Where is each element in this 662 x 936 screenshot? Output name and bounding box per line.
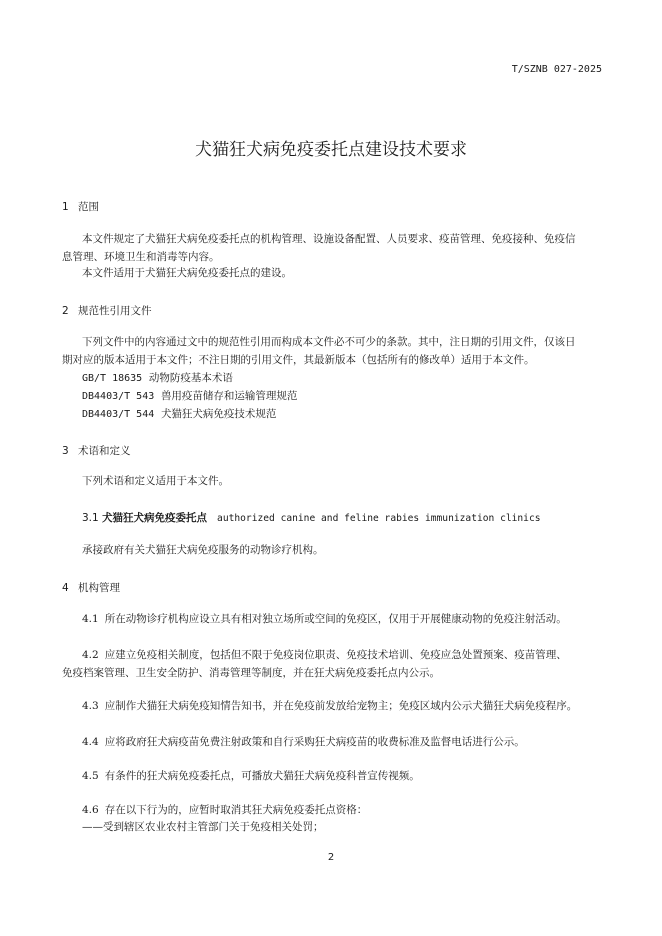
clause-4-6	[82, 801, 367, 819]
clause-4-5	[82, 767, 420, 785]
term-definition: 承接政府有关犬猫狂犬病免疫服务的动物诊疗机构。	[82, 544, 324, 556]
section-3-heading	[62, 443, 131, 458]
section-title: 范围	[78, 201, 99, 213]
reference-item	[82, 387, 297, 406]
page-number: 2	[327, 852, 335, 863]
reference-name: 动物防疫基本术语	[148, 372, 233, 384]
reference-name: 犬猫狂犬病免疫技术规范	[160, 408, 277, 420]
page-title: 犬猫狂犬病免疫委托点建设技术要求	[195, 140, 467, 160]
paragraph-line: 下列术语和定义适用于本文件。	[82, 475, 229, 487]
section-1-heading	[62, 199, 99, 214]
paragraph-line: 息管理、环境卫生和消毒等内容。	[62, 251, 220, 263]
clause-text: 存在以下行为的，应暂时取消其狂犬病免疫委托点资格：	[104, 804, 368, 816]
reference-code: DB4403/T 544	[82, 409, 155, 420]
term-number: 3.1	[82, 512, 99, 524]
section-number: 4	[62, 582, 69, 594]
clause-text: 应将政府狂犬病疫苗免费注射政策和自行采购狂犬病疫苗的收费标准及监督电话进行公示。	[104, 736, 525, 748]
term-english: authorized canine and feline rabies immunization clinics	[217, 513, 541, 524]
clause-4-1	[82, 610, 567, 628]
term-chinese: 犬猫狂犬病免疫委托点	[102, 512, 208, 524]
paragraph-line: 期对应的版本适用于本文件；不注日期的引用文件，其最新版本（包括所有的修改单）适用于本文件。	[62, 354, 535, 366]
clause-text: 所在动物诊疗机构应设立具有相对独立场所或空间的免疫区，仅用于开展健康动物的免疫注射活动。	[104, 613, 567, 625]
section-number: 2	[62, 305, 69, 317]
clause-4-4	[82, 733, 525, 751]
section-4-heading	[62, 580, 120, 595]
reference-code: GB/T 18635	[82, 373, 143, 384]
reference-code: DB4403/T 543	[82, 391, 155, 402]
document-code: T/SZNB 027-2025	[511, 64, 602, 75]
paragraph-line: 下列文件中的内容通过文中的规范性引用而构成本文件必不可少的条款。其中，注日期的引用文件，仅该日	[82, 336, 576, 348]
clause-text: 应建立免疫相关制度，包括但不限于免疫岗位职责、免疫技术培训、免疫应急处置预案、疫苗管理、	[104, 649, 567, 661]
clause-text: 应制作犬猫狂犬病免疫知情告知书，并在免疫前发放给宠物主；免疫区域内公示犬猫狂犬病免疫程序。	[104, 700, 578, 712]
section-number: 1	[62, 201, 69, 213]
section-2-heading	[62, 303, 152, 318]
section-number: 3	[62, 445, 69, 457]
term-entry	[82, 510, 541, 525]
clause-number: 4.4	[82, 736, 99, 748]
clause-text-continued: 免疫档案管理、卫生安全防护、消毒管理等制度，并在狂犬病免疫委托点内公示。	[62, 667, 440, 679]
reference-name: 兽用疫苗储存和运输管理规范	[160, 390, 298, 402]
clause-number: 4.2	[82, 649, 99, 661]
section-title: 规范性引用文件	[78, 305, 152, 317]
clause-4-3	[82, 697, 577, 715]
reference-item	[82, 405, 276, 424]
clause-number: 4.6	[82, 804, 99, 816]
section-title: 机构管理	[78, 582, 120, 594]
clause-list-item: ——受到辖区农业农村主管部门关于免疫相关处罚；	[82, 821, 324, 833]
paragraph-line: 本文件规定了犬猫狂犬病免疫委托点的机构管理、设施设备配置、人员要求、疫苗管理、免疫接种、免疫信	[82, 233, 576, 245]
section-title: 术语和定义	[78, 445, 131, 457]
reference-item	[82, 369, 233, 388]
clause-number: 4.1	[82, 613, 99, 625]
clause-4-2	[82, 646, 567, 664]
clause-number: 4.3	[82, 700, 99, 712]
clause-text: 有条件的狂犬病免疫委托点，可播放犬猫狂犬病免疫科普宣传视频。	[104, 770, 420, 782]
paragraph-line: 本文件适用于犬猫狂犬病免疫委托点的建设。	[82, 267, 292, 279]
clause-number: 4.5	[82, 770, 99, 782]
